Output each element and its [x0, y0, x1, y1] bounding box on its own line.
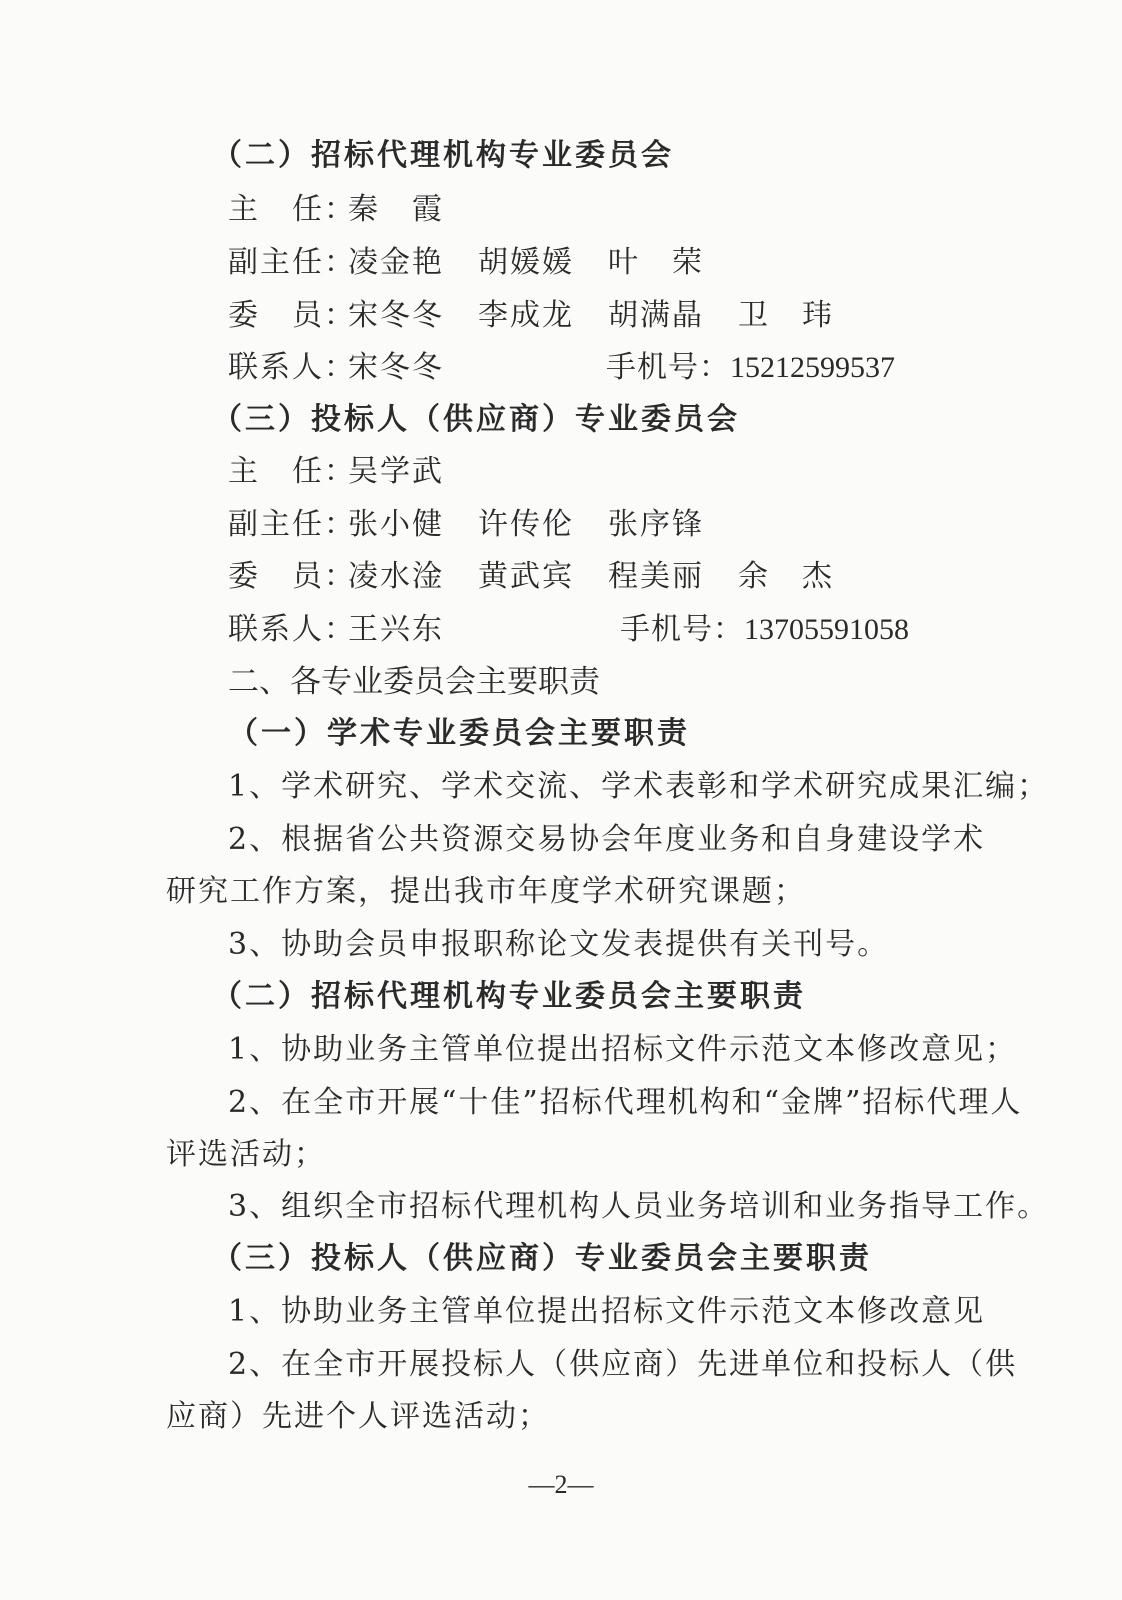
deputy-name: 胡媛媛	[478, 245, 574, 280]
bidder-contact-row	[228, 610, 444, 650]
director-name: 吴学武	[348, 454, 444, 489]
bidder-committee-heading: （三）投标人（供应商）专业委员会	[212, 402, 740, 437]
member-name: 宋冬冬	[348, 298, 444, 333]
deputy-name: 张小健	[348, 507, 444, 542]
member-name: 余 杰	[738, 559, 834, 594]
member-name: 胡满晶	[608, 298, 704, 333]
page-number: —2—	[528, 1470, 594, 1499]
agency-director-row	[228, 190, 444, 230]
contact-name: 王兴东	[348, 612, 444, 647]
agency-deputy-row	[228, 243, 738, 283]
contact-label: 联系人：	[228, 612, 356, 647]
bidder-duty-1: 1、协助业务主管单位提出招标文件示范文本修改意见	[228, 1294, 986, 1329]
agency-committee-heading: （二）招标代理机构专业委员会	[212, 138, 674, 173]
academic-duties-heading: （一）学术专业委员会主要职责	[228, 716, 690, 751]
bidder-phone	[620, 610, 909, 650]
agency-duty-2-cont: 评选活动；	[166, 1137, 326, 1172]
agency-members-row	[228, 296, 868, 336]
member-name: 李成龙	[478, 298, 574, 333]
bidder-duty-2: 2、在全市开展投标人（供应商）先进单位和投标人（供	[228, 1347, 1018, 1382]
bidder-duty-2-cont: 应商）先进个人评选活动；	[166, 1399, 550, 1434]
bidder-duties-heading: （三）投标人（供应商）专业委员会主要职责	[212, 1241, 872, 1276]
member-name: 程美丽	[608, 559, 704, 594]
bidder-deputy-row	[228, 505, 738, 545]
academic-duty-3: 3、协助会员申报职称论文发表提供有关刊号。	[228, 927, 890, 962]
agency-duties-heading: （二）招标代理机构专业委员会主要职责	[212, 979, 806, 1014]
member-name: 卫 玮	[738, 298, 834, 333]
members-label: 委 员：	[228, 559, 356, 594]
academic-duty-1: 1、学术研究、学术交流、学术表彰和学术研究成果汇编；	[228, 769, 1050, 804]
deputy-label: 副主任：	[228, 507, 356, 542]
director-label: 主 任：	[228, 454, 356, 489]
director-name: 秦 霞	[348, 192, 444, 227]
phone-label: 手机号：	[606, 350, 730, 385]
agency-duty-3: 3、组织全市招标代理机构人员业务培训和业务指导工作。	[228, 1189, 1050, 1224]
deputy-name: 张序锋	[608, 507, 704, 542]
members-label: 委 员：	[228, 298, 356, 333]
section-2-title: 二、各专业委员会主要职责	[228, 664, 600, 700]
agency-phone	[606, 348, 895, 388]
contact-name: 宋冬冬	[348, 350, 444, 385]
deputy-name: 凌金艳	[348, 245, 444, 280]
deputy-label: 副主任：	[228, 245, 356, 280]
phone-number: 15212599537	[730, 351, 895, 384]
director-label: 主 任：	[228, 192, 356, 227]
member-name: 凌水淦	[348, 559, 444, 594]
deputy-name: 叶 荣	[608, 245, 704, 280]
contact-label: 联系人：	[228, 350, 356, 385]
deputy-name: 许传伦	[478, 507, 574, 542]
academic-duty-2: 2、根据省公共资源交易协会年度业务和自身建设学术	[228, 822, 986, 857]
agency-duty-1: 1、协助业务主管单位提出招标文件示范文本修改意见；	[228, 1032, 1018, 1067]
phone-number: 13705591058	[744, 613, 909, 646]
agency-contact-row	[228, 348, 444, 388]
member-name: 黄武宾	[478, 559, 574, 594]
bidder-director-row	[228, 452, 444, 492]
bidder-members-row	[228, 557, 868, 597]
agency-duty-2: 2、在全市开展“十佳”招标代理机构和“金牌”招标代理人	[228, 1085, 1023, 1120]
academic-duty-2-cont: 研究工作方案，提出我市年度学术研究课题；	[166, 874, 806, 909]
phone-label: 手机号：	[620, 612, 744, 647]
